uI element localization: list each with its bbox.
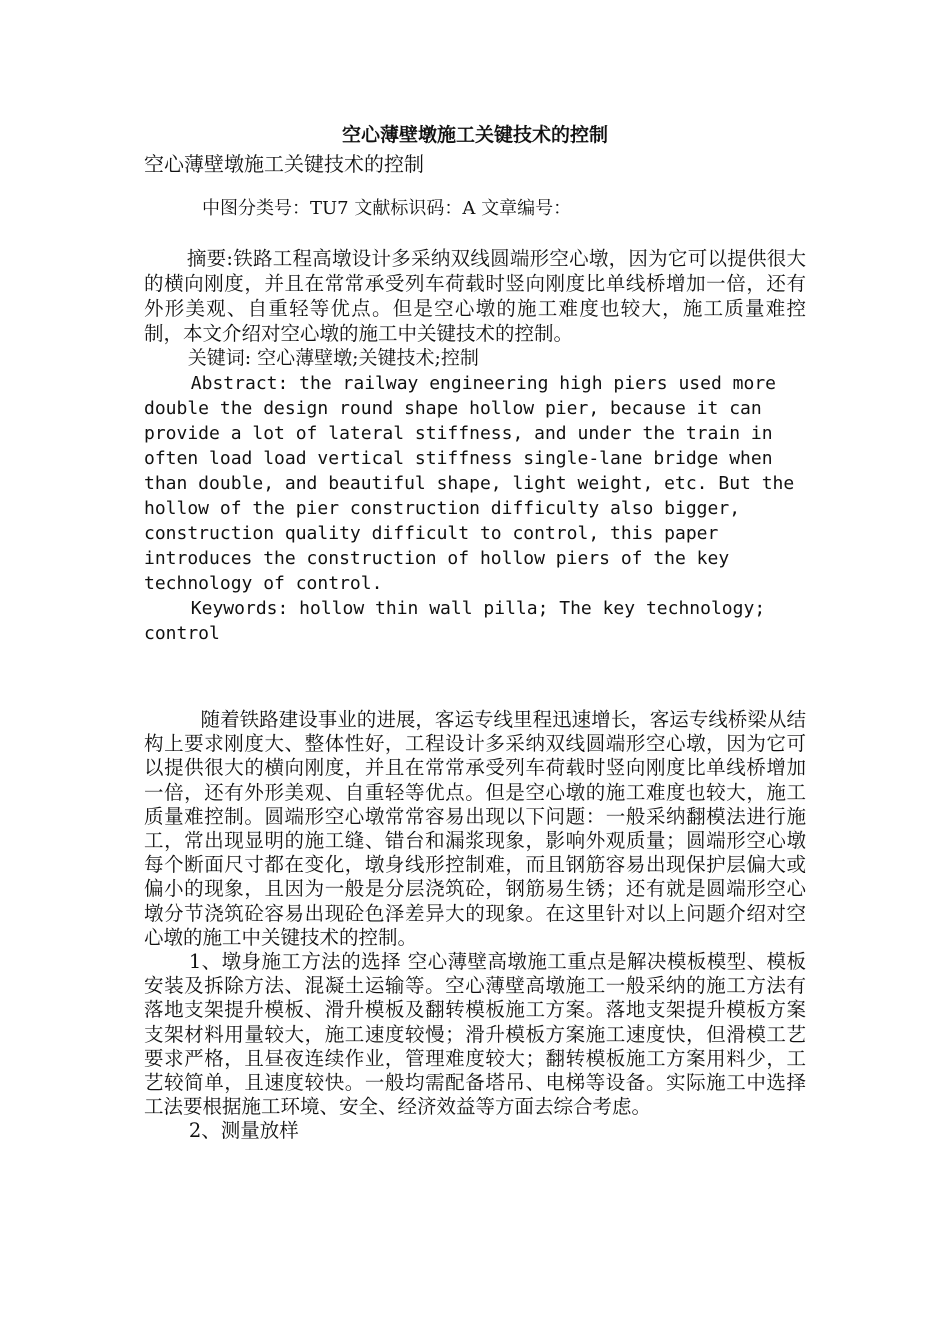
document-title: 空心薄壁墩施工关键技术的控制 bbox=[341, 124, 608, 146]
document-subtitle: 空心薄壁墩施工关键技术的控制 bbox=[144, 152, 424, 176]
keywords-en: Keywords: hollow thin wall pilla; The key technology; control bbox=[144, 598, 766, 644]
section-1-paragraph: 1、墩身施工方法的选择 空心薄壁高墩施工重点是解决模板模型、模板安装及拆除方法、混凝土运输等。空心薄壁高墩施工一般采纳的施工方法有落地支架提升模板、滑升模板及翻转模板施工方案。落地支架提升模板方案支架材料用量较大，施工速度较慢；滑升模板方案施工速度快，但滑模工艺要求严格，且昼夜连续作业，管理难度较大；翻转模板施工方案用料少，工艺较简单，且速度较快。一般均需配备塔吊、电梯等设备。实际施工中选择工法要根据施工环境、安全、经济效益等方面去综合考虑。 bbox=[144, 950, 806, 1119]
keywords-cn: 关键词: 空心薄壁墩;关键技术;控制 bbox=[187, 347, 479, 369]
section-2-heading: 2、测量放样 bbox=[188, 1119, 299, 1143]
intro-paragraph: 随着铁路建设事业的进展，客运专线里程迅速增长，客运专线桥梁从结构上要求刚度大、整体性好，工程设计多采纳双线圆端形空心墩，因为它可以提供很大的横向刚度，并且在常常承受列车荷载时竖向刚度比单线桥增加一倍，还有外形美观、自重轻等优点。但是空心墩的施工难度也较大，施工质量难控制。圆端形空心墩常常容易出现以下问题：一般采纳翻模法进行施工，常出现显明的施工缝、错台和漏浆现象，影响外观质量；圆端形空心墩每个断面尺寸都在变化，墩身线形控制难，而且钢筋容易出现保护层偏大或偏小的现象，且因为一般是分层浇筑砼，钢筋易生锈；还有就是圆端形空心墩分节浇筑砼容易出现砼色泽差异大的现象。在这里针对以上问题介绍对空心墩的施工中关键技术的控制。 bbox=[144, 708, 806, 949]
document-page bbox=[144, 120, 806, 1144]
section-spacer bbox=[144, 646, 806, 708]
abstract-cn: 摘要:铁路工程高墩设计多采纳双线圆端形空心墩，因为它可以提供很大的横向刚度，并且在常常承受列车荷载时竖向刚度比单线桥增加一倍，还有外形美观、自重轻等优点。但是空心墩的施工难度也较大，施工质量难控制，本文介绍对空心墩的施工中关键技术的控制。 bbox=[144, 247, 806, 345]
classification-line: 中图分类号：TU7 文献标识码：A 文章编号： bbox=[202, 198, 572, 219]
abstract-en: Abstract: the railway engineering high piers used more double the design round shape hollow pier, because it can provide a lot of lateral stiffness, and under the train in often load load vertical stiffness single-lane bridge when than double, and beautiful shape, light weight, etc. But the hollow of the pier construction difficulty also bigger, construction quality difficult to control, this paper introduces the construction of hollow piers of the key technology of control. bbox=[144, 373, 795, 594]
